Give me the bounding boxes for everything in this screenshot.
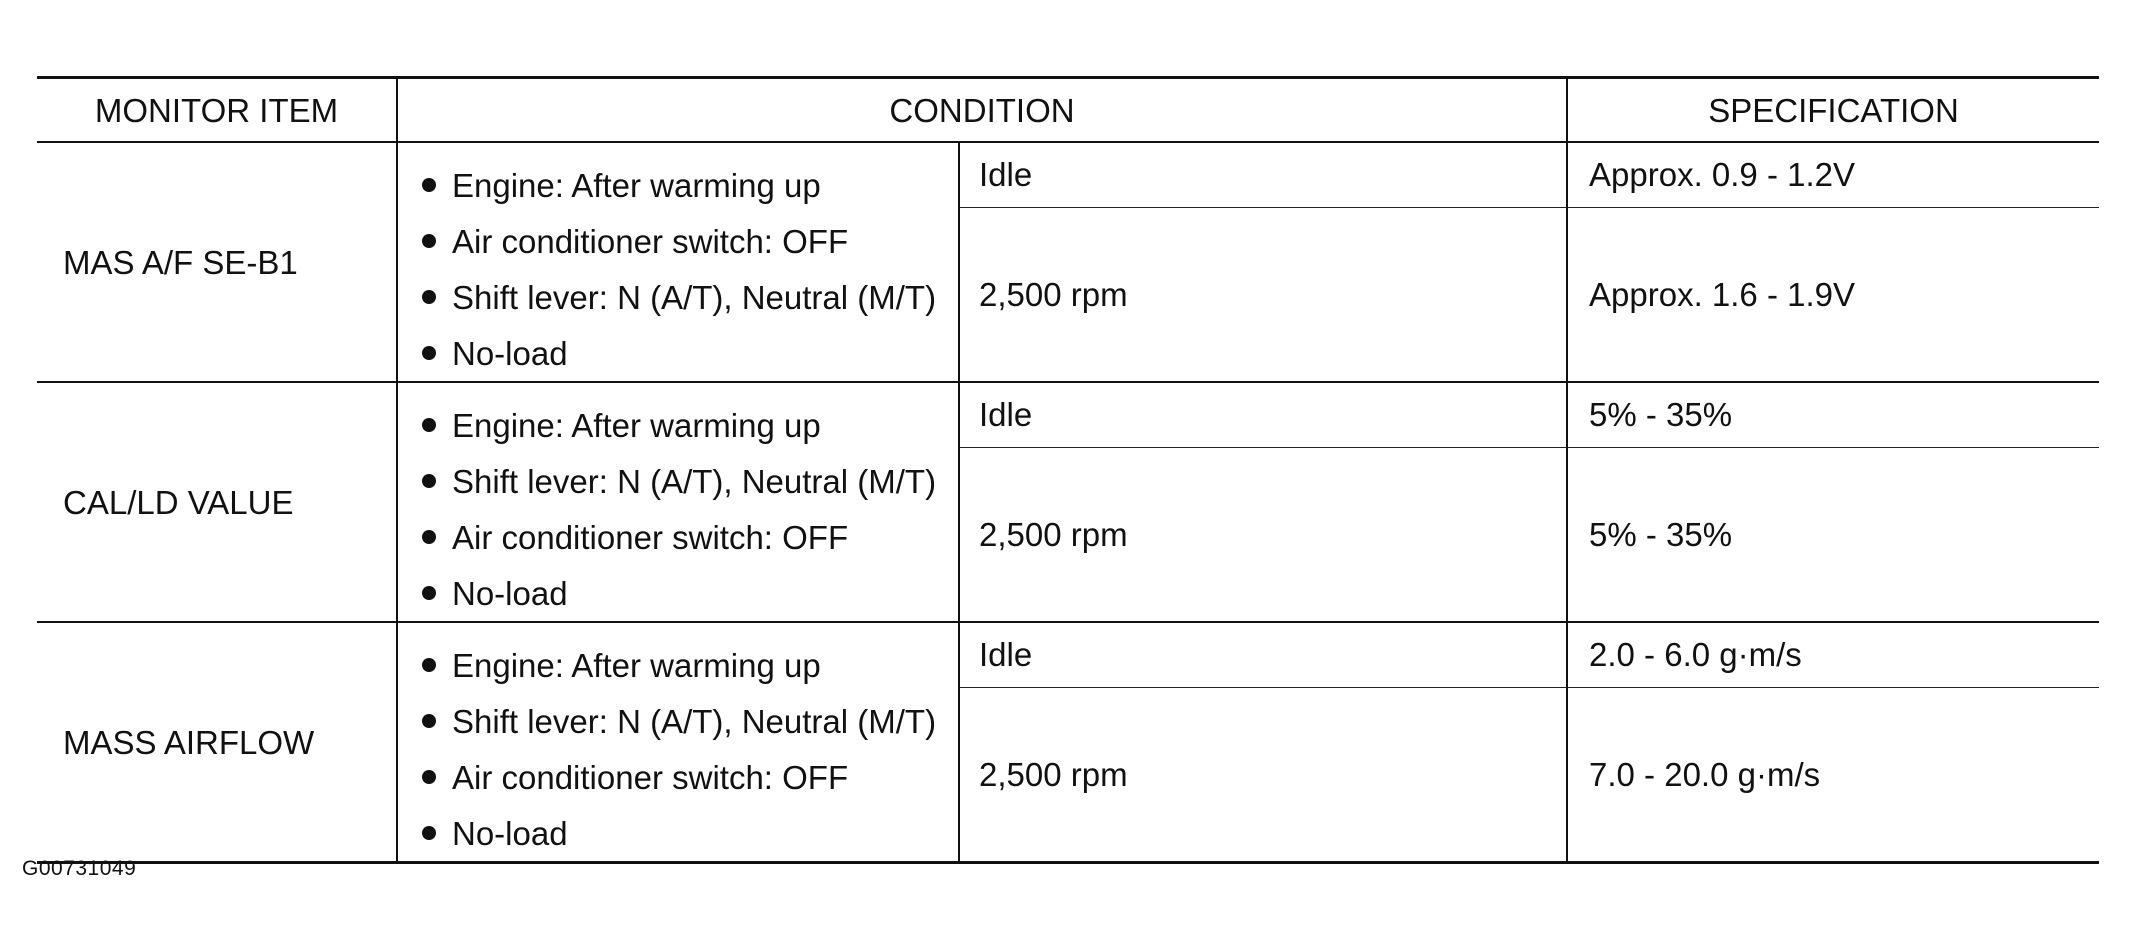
condition-text: Air conditioner switch: OFF [452, 518, 849, 556]
state-cell: 2,500 rpm [959, 687, 1567, 862]
header-row [37, 78, 2099, 143]
condition-text: No-load [452, 814, 568, 852]
header-monitor-item: MONITOR ITEM [37, 78, 397, 143]
header-specification: SPECIFICATION [1567, 78, 2099, 143]
condition-text: No-load [452, 334, 568, 372]
bullet-icon [422, 178, 436, 192]
bullet-icon [422, 474, 436, 488]
spec-cell: 5% - 35% [1567, 382, 2099, 447]
bullet-icon [422, 290, 436, 304]
bullet-icon [422, 530, 436, 544]
state-cell: 2,500 rpm [959, 447, 1567, 622]
condition-item [422, 213, 958, 269]
condition-text: Shift lever: N (A/T), Neutral (M/T) [452, 462, 937, 500]
condition-item [422, 269, 958, 325]
state-cell: Idle [959, 382, 1567, 447]
condition-text: Shift lever: N (A/T), Neutral (M/T) [452, 702, 937, 740]
spec-cell: 5% - 35% [1567, 447, 2099, 622]
bullet-icon [422, 714, 436, 728]
spec-cell: Approx. 0.9 - 1.2V [1567, 142, 2099, 207]
condition-list [397, 382, 959, 622]
state-cell: Idle [959, 142, 1567, 207]
condition-item [422, 565, 958, 621]
condition-item [422, 325, 958, 381]
condition-text: Air conditioner switch: OFF [452, 222, 849, 260]
header-condition: CONDITION [397, 78, 1567, 143]
state-cell: 2,500 rpm [959, 207, 1567, 382]
spec-cell: 7.0 - 20.0 g·m/s [1567, 687, 2099, 862]
bullet-icon [422, 418, 436, 432]
condition-text: Air conditioner switch: OFF [452, 758, 849, 796]
state-cell: Idle [959, 622, 1567, 687]
bullet-icon [422, 770, 436, 784]
bullet-icon [422, 346, 436, 360]
condition-item [422, 509, 958, 565]
spec-cell: Approx. 1.6 - 1.9V [1567, 207, 2099, 382]
spec-cell: 2.0 - 6.0 g·m/s [1567, 622, 2099, 687]
table-row [37, 382, 2099, 447]
condition-text: Engine: After warming up [452, 646, 821, 684]
spec-table [37, 76, 2099, 864]
condition-item [422, 397, 958, 453]
monitor-item-cell: MAS A/F SE-B1 [37, 142, 397, 382]
condition-list [397, 142, 959, 382]
condition-item [422, 693, 958, 749]
condition-list [397, 622, 959, 863]
condition-item [422, 157, 958, 213]
monitor-item-cell: CAL/LD VALUE [37, 382, 397, 622]
condition-item [422, 805, 958, 861]
bullet-icon [422, 658, 436, 672]
bullet-icon [422, 586, 436, 600]
table-row [37, 142, 2099, 207]
condition-text: No-load [452, 574, 568, 612]
table-row [37, 622, 2099, 687]
bullet-icon [422, 234, 436, 248]
condition-text: Shift lever: N (A/T), Neutral (M/T) [452, 278, 937, 316]
condition-item [422, 637, 958, 693]
monitor-item-cell: MASS AIRFLOW [37, 622, 397, 863]
figure-id: G00731049 [22, 857, 137, 880]
bullet-icon [422, 826, 436, 840]
condition-item [422, 453, 958, 509]
condition-text: Engine: After warming up [452, 166, 821, 204]
condition-item [422, 749, 958, 805]
condition-text: Engine: After warming up [452, 406, 821, 444]
